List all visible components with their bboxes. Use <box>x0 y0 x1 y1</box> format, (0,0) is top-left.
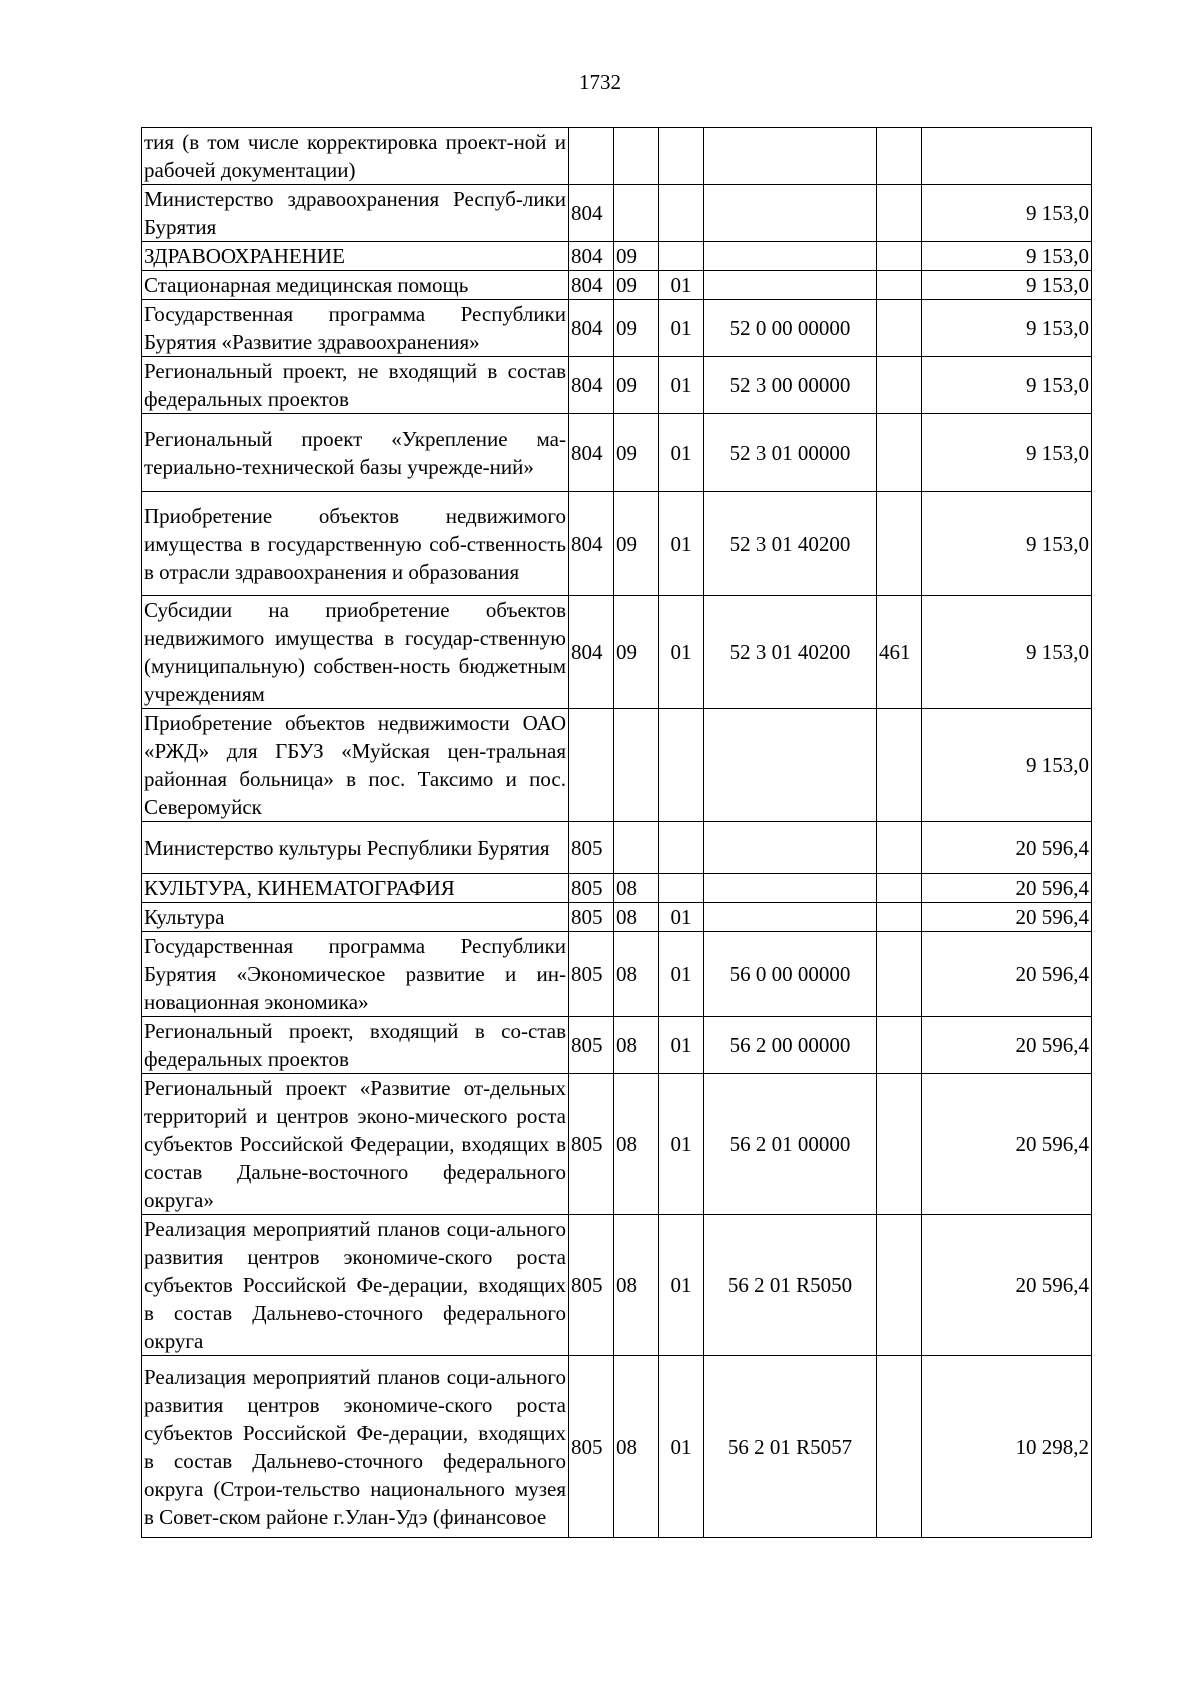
section-code <box>614 822 659 874</box>
table-row <box>142 128 1092 185</box>
row-name: Приобретение объектов недвижимого имущества в государственную соб-ственность в отрасли здравоохранения и образования <box>142 492 569 596</box>
dept-code: 804 <box>569 185 614 242</box>
amount: 20 596,4 <box>922 1017 1092 1074</box>
dept-code: 805 <box>569 1356 614 1538</box>
section-code: 08 <box>614 1215 659 1356</box>
dept-code: 804 <box>569 300 614 357</box>
amount: 9 153,0 <box>922 596 1092 709</box>
section-code <box>614 128 659 185</box>
row-name: Государственная программа Республики Бурятия «Развитие здравоохранения» <box>142 300 569 357</box>
subsection-code: 01 <box>659 300 704 357</box>
amount: 9 153,0 <box>922 492 1092 596</box>
dept-code: 805 <box>569 903 614 932</box>
expense-type-code <box>877 300 922 357</box>
subsection-code: 01 <box>659 1215 704 1356</box>
row-name: КУЛЬТУРА, КИНЕМАТОГРАФИЯ <box>142 874 569 903</box>
table-row <box>142 1356 1092 1538</box>
expense-type-code <box>877 492 922 596</box>
table-row <box>142 300 1092 357</box>
expense-type-code <box>877 185 922 242</box>
subsection-code <box>659 822 704 874</box>
expense-type-code <box>877 874 922 903</box>
row-name: Реализация мероприятий планов соци-ального развития центров экономиче-ского роста субъектов Российской Фе-дерации, входящих в состав Дальнево-сточного федерального округа (Строи-тельство национального музея в Совет-ском районе г.Улан-Удэ (финансовое <box>142 1356 569 1538</box>
budget-table-body <box>142 128 1092 1538</box>
amount <box>922 128 1092 185</box>
row-name: Культура <box>142 903 569 932</box>
item-code: 56 2 01 00000 <box>704 1074 877 1215</box>
expense-type-code <box>877 709 922 822</box>
row-name: Министерство культуры Республики Бурятия <box>142 822 569 874</box>
section-code <box>614 709 659 822</box>
amount: 20 596,4 <box>922 932 1092 1017</box>
table-row <box>142 822 1092 874</box>
amount: 9 153,0 <box>922 709 1092 822</box>
expense-type-code <box>877 822 922 874</box>
table-row <box>142 357 1092 414</box>
expense-type-code <box>877 932 922 1017</box>
item-code <box>704 709 877 822</box>
table-row <box>142 242 1092 271</box>
dept-code: 805 <box>569 932 614 1017</box>
row-name: Приобретение объектов недвижимости ОАО «РЖД» для ГБУЗ «Муйская цен-тральная районная больница» в пос. Таксимо и пос. Северомуйск <box>142 709 569 822</box>
subsection-code: 01 <box>659 596 704 709</box>
subsection-code <box>659 709 704 822</box>
amount: 20 596,4 <box>922 1074 1092 1215</box>
section-code: 08 <box>614 932 659 1017</box>
subsection-code: 01 <box>659 903 704 932</box>
table-row <box>142 1074 1092 1215</box>
dept-code: 805 <box>569 822 614 874</box>
table-row <box>142 596 1092 709</box>
item-code: 56 2 01 R5050 <box>704 1215 877 1356</box>
dept-code <box>569 709 614 822</box>
amount: 9 153,0 <box>922 242 1092 271</box>
section-code: 08 <box>614 874 659 903</box>
section-code: 08 <box>614 1356 659 1538</box>
dept-code: 804 <box>569 492 614 596</box>
subsection-code <box>659 874 704 903</box>
item-code <box>704 903 877 932</box>
row-name: ЗДРАВООХРАНЕНИЕ <box>142 242 569 271</box>
expense-type-code <box>877 271 922 300</box>
expense-type-code <box>877 1215 922 1356</box>
item-code: 52 3 01 40200 <box>704 596 877 709</box>
table-row <box>142 414 1092 492</box>
table-row <box>142 1215 1092 1356</box>
row-name: Региональный проект «Развитие от-дельных территорий и центров эконо-мического роста субъектов Российской Федерации, входящих в состав Дальне-восточного федерального округа» <box>142 1074 569 1215</box>
table-row <box>142 709 1092 822</box>
table-row <box>142 874 1092 903</box>
section-code: 09 <box>614 357 659 414</box>
row-name: тия (в том числе корректировка проект-ной и рабочей документации) <box>142 128 569 185</box>
expense-type-code <box>877 357 922 414</box>
item-code: 56 2 00 00000 <box>704 1017 877 1074</box>
expense-type-code <box>877 1017 922 1074</box>
amount: 10 298,2 <box>922 1356 1092 1538</box>
row-name: Субсидии на приобретение объектов недвижимого имущества в государ-ственную (муниципальную) собствен-ность бюджетным учреждениям <box>142 596 569 709</box>
subsection-code: 01 <box>659 414 704 492</box>
subsection-code <box>659 128 704 185</box>
amount: 9 153,0 <box>922 185 1092 242</box>
dept-code: 805 <box>569 1215 614 1356</box>
amount: 20 596,4 <box>922 1215 1092 1356</box>
section-code: 08 <box>614 903 659 932</box>
expense-type-code <box>877 903 922 932</box>
section-code: 09 <box>614 271 659 300</box>
dept-code: 805 <box>569 1074 614 1215</box>
section-code: 09 <box>614 492 659 596</box>
table-row <box>142 903 1092 932</box>
table-row <box>142 932 1092 1017</box>
row-name: Стационарная медицинская помощь <box>142 271 569 300</box>
item-code <box>704 242 877 271</box>
amount: 9 153,0 <box>922 271 1092 300</box>
item-code: 52 3 01 00000 <box>704 414 877 492</box>
amount: 9 153,0 <box>922 357 1092 414</box>
row-name: Региональный проект, не входящий в состав федеральных проектов <box>142 357 569 414</box>
row-name: Государственная программа Республики Бурятия «Экономическое развитие и ин-новационная экономика» <box>142 932 569 1017</box>
row-name: Министерство здравоохранения Респуб-лики Бурятия <box>142 185 569 242</box>
row-name: Региональный проект, входящий в со-став федеральных проектов <box>142 1017 569 1074</box>
subsection-code: 01 <box>659 932 704 1017</box>
expense-type-code <box>877 242 922 271</box>
subsection-code: 01 <box>659 271 704 300</box>
dept-code <box>569 128 614 185</box>
item-code: 56 2 01 R5057 <box>704 1356 877 1538</box>
item-code: 56 0 00 00000 <box>704 932 877 1017</box>
dept-code: 804 <box>569 596 614 709</box>
item-code <box>704 185 877 242</box>
subsection-code: 01 <box>659 357 704 414</box>
expense-type-code <box>877 1356 922 1538</box>
subsection-code <box>659 242 704 271</box>
expense-type-code <box>877 414 922 492</box>
subsection-code: 01 <box>659 1356 704 1538</box>
item-code: 52 3 01 40200 <box>704 492 877 596</box>
amount: 9 153,0 <box>922 414 1092 492</box>
section-code: 09 <box>614 300 659 357</box>
item-code <box>704 874 877 903</box>
row-name: Реализация мероприятий планов соци-ального развития центров экономиче-ского роста субъектов Российской Фе-дерации, входящих в состав Дальнево-сточного федерального округа <box>142 1215 569 1356</box>
dept-code: 804 <box>569 271 614 300</box>
table-row <box>142 185 1092 242</box>
row-name: Региональный проект «Укрепление ма-териально-технической базы учрежде-ний» <box>142 414 569 492</box>
item-code <box>704 822 877 874</box>
subsection-code: 01 <box>659 492 704 596</box>
section-code: 09 <box>614 414 659 492</box>
item-code: 52 0 00 00000 <box>704 300 877 357</box>
section-code <box>614 185 659 242</box>
amount: 20 596,4 <box>922 874 1092 903</box>
item-code <box>704 271 877 300</box>
dept-code: 804 <box>569 357 614 414</box>
expense-type-code <box>877 1074 922 1215</box>
page-number: 1732 <box>579 70 621 94</box>
dept-code: 804 <box>569 242 614 271</box>
item-code: 52 3 00 00000 <box>704 357 877 414</box>
dept-code: 805 <box>569 1017 614 1074</box>
section-code: 08 <box>614 1074 659 1215</box>
section-code: 09 <box>614 596 659 709</box>
table-row <box>142 271 1092 300</box>
subsection-code <box>659 185 704 242</box>
section-code: 08 <box>614 1017 659 1074</box>
dept-code: 804 <box>569 414 614 492</box>
table-row <box>142 1017 1092 1074</box>
subsection-code: 01 <box>659 1017 704 1074</box>
item-code <box>704 128 877 185</box>
amount: 9 153,0 <box>922 300 1092 357</box>
dept-code: 805 <box>569 874 614 903</box>
subsection-code: 01 <box>659 1074 704 1215</box>
expense-type-code: 461 <box>877 596 922 709</box>
budget-table <box>141 127 1092 1538</box>
amount: 20 596,4 <box>922 903 1092 932</box>
section-code: 09 <box>614 242 659 271</box>
amount: 20 596,4 <box>922 822 1092 874</box>
table-row <box>142 492 1092 596</box>
expense-type-code <box>877 128 922 185</box>
